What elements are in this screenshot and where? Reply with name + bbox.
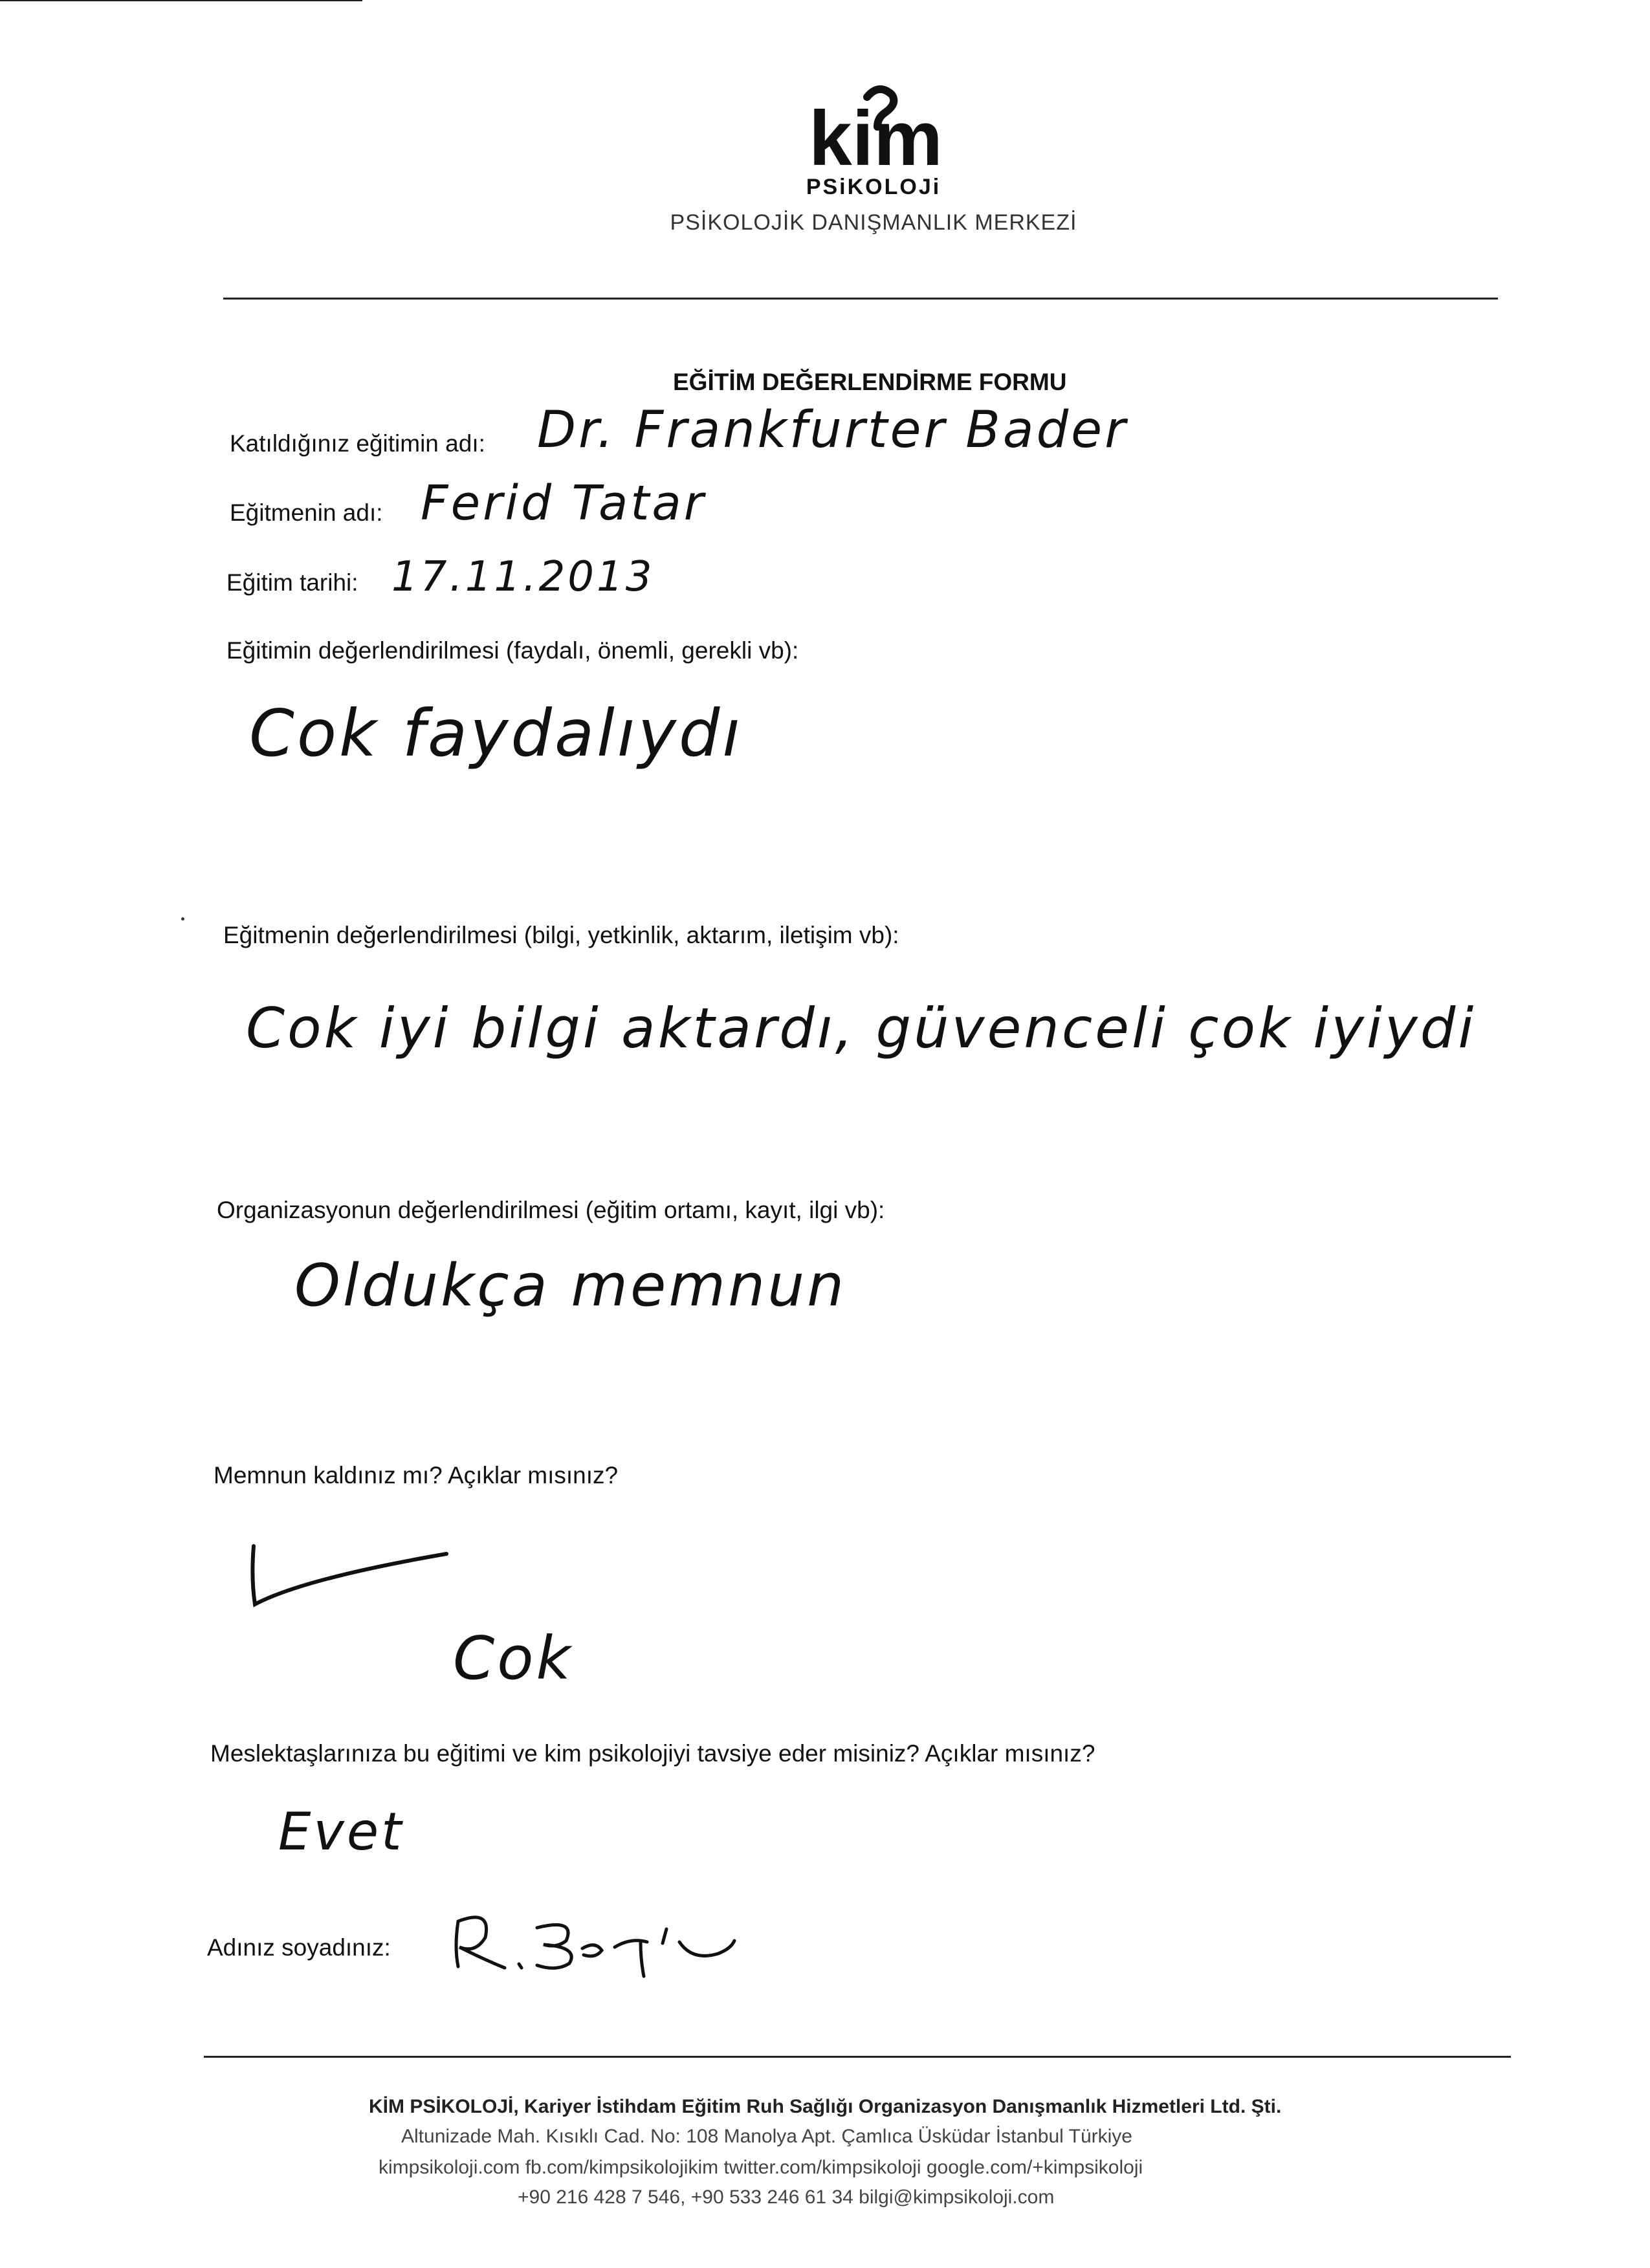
logo-subtitle: PSiKOLOJi <box>806 175 941 199</box>
satisfied-answer: Cok <box>453 1624 573 1693</box>
trainer-name-label: Eğitmenin adı: <box>230 499 383 526</box>
signature-graphic <box>446 1902 757 1986</box>
footer-contact: +90 216 428 7 546, +90 533 246 61 34 bilgi@kimpsikoloji.com <box>518 2186 1055 2208</box>
training-eval-label: Eğitimin değerlendirilmesi (faydalı, önemli, gerekli vb): <box>226 637 799 664</box>
training-name-answer: Dr. Frankfurter Bader <box>537 401 1128 459</box>
scan-speck <box>181 917 184 921</box>
checkmark-icon <box>246 1533 466 1624</box>
training-eval-answer: Cok faydalıydı <box>249 695 743 771</box>
trainer-eval-label: Eğitmenin değerlendirilmesi (bilgi, yetkinlik, aktarım, iletişim vb): <box>223 922 899 948</box>
footer-company: KİM PSİKOLOJİ, Kariyer İstihdam Eğitim Ruh Sağlığı Organizasyon Danışmanlık Hizmetleri Ltd. Şti. <box>369 2096 1282 2117</box>
name-label: Adınız soyadınız: <box>207 1934 391 1961</box>
footer-address: Altunizade Mah. Kısıklı Cad. No: 108 Manolya Apt. Çamlıca Üsküdar İstanbul Türkiye <box>401 2126 1132 2147</box>
header-divider <box>223 298 1498 300</box>
kim-logo-graphic <box>776 78 971 181</box>
training-date-answer: 17.11.2013 <box>391 553 655 601</box>
form-title: EĞİTİM DEĞERLENDİRME FORMU <box>673 369 1067 395</box>
training-date-label: Eğitim tarihi: <box>226 569 358 596</box>
org-eval-label: Organizasyonun değerlendirilmesi (eğitim ortamı, kayıt, ilgi vb): <box>217 1197 885 1223</box>
header-tagline: PSİKOLOJİK DANIŞMANLIK MERKEZİ <box>670 210 1077 235</box>
kim-logo <box>776 78 971 181</box>
satisfied-label: Memnun kaldınız mı? Açıklar mısınız? <box>214 1462 619 1488</box>
org-eval-answer: Oldukça memnun <box>294 1252 847 1320</box>
recommend-label: Meslektaşlarınıza bu eğitimi ve kim psikolojiyi tavsiye eder misiniz? Açıklar mısınız? <box>210 1740 1095 1767</box>
footer-divider <box>204 2056 1511 2058</box>
logo-text: kim <box>809 95 943 181</box>
scan-edge-mark <box>0 0 362 1</box>
recommend-answer: Evet <box>278 1802 404 1862</box>
footer-web-links: kimpsikoloji.com fb.com/kimpsikolojikim twitter.com/kimpsikoloji google.com/+kimpsikoloji <box>379 2157 1143 2178</box>
trainer-eval-answer: Cok iyi bilgi aktardı, güvenceli çok iyiydi <box>246 996 1477 1061</box>
training-name-label: Katıldığınız eğitimin adı: <box>230 430 485 457</box>
trainer-name-answer: Ferid Tatar <box>421 475 707 531</box>
